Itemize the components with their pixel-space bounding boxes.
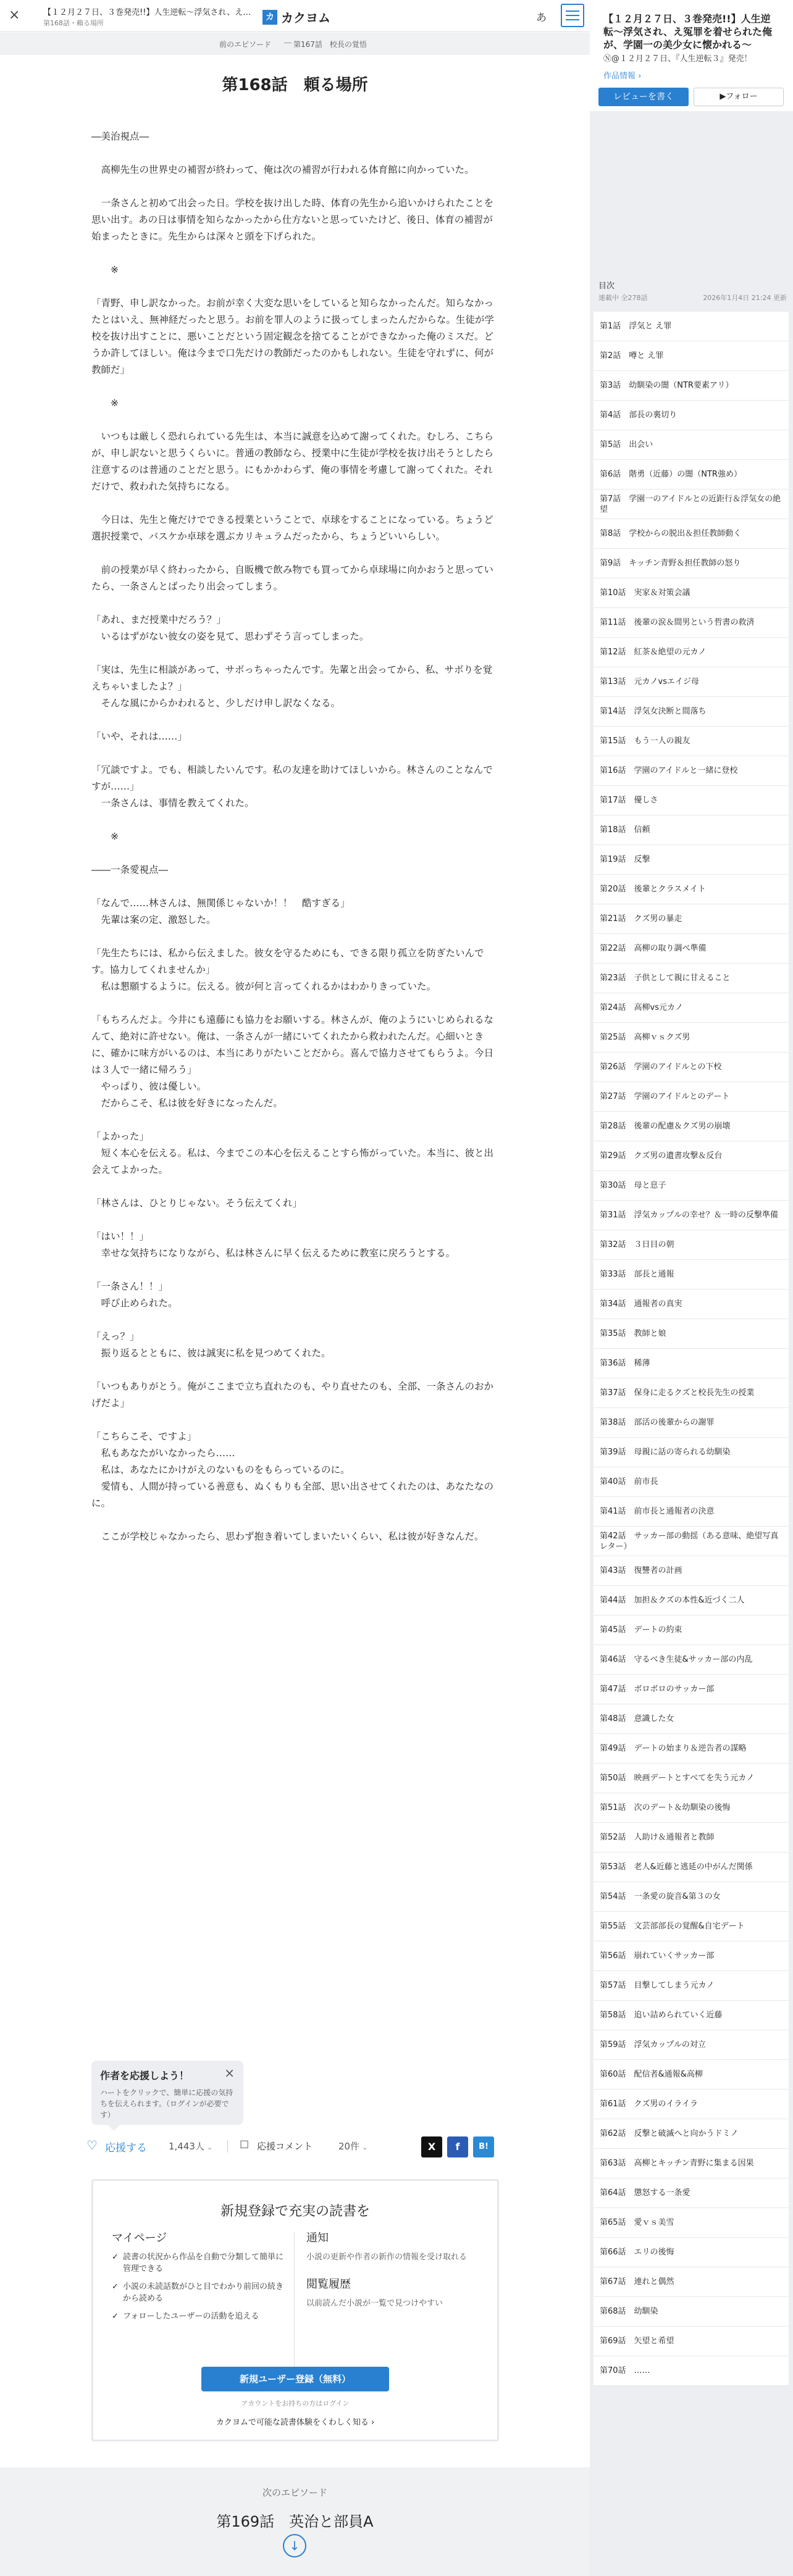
body-paragraph: 今日は、先生と俺だけでできる授業ということで、卓球をすることになっている。ちょうど選択授業で、バスケか卓球を選ぶカリキュラムだったから、ちょうどいいらしい。: [91, 514, 493, 542]
body-paragraph: 幸せな気持ちになりながら、私は林さんに早く伝えるために教室に戻ろうとする。: [91, 1248, 456, 1259]
body-paragraph: ※: [91, 398, 119, 409]
toc-item[interactable]: 第17話 優しさ: [594, 786, 789, 815]
toc-item[interactable]: 第27話 学園のアイドルとのデート: [594, 1082, 789, 1112]
body-paragraph: ここが学校じゃなかったら、思わず抱き着いてしまいたいくらい、私は彼が好きなんだ。: [91, 1531, 484, 1542]
body-paragraph: [91, 745, 500, 762]
toc-item[interactable]: 第31話 浮気カップルの幸せ？＆一時の反撃準備: [594, 1201, 789, 1230]
toc-item[interactable]: 第1話 浮気と え罪: [594, 312, 789, 341]
body-paragraph: だからこそ、私は彼を好きになったんだ。: [91, 1098, 283, 1109]
body-paragraph: 「もちろんだよ。今井にも遠藤にも協力をお願いする。林さんが、俺のようにいじめられるなんて、絶対に許せない。俺は、一条さんが一緒にいてくれたから救われたんだ。心細いときに、確かに味方がいるのは、本当にありがたいことだから。喜んで協力させてもらうよ。今日は３人で一緒に帰ろう」: [91, 1014, 494, 1075]
toc-item[interactable]: 第33話 部長と通報: [594, 1260, 789, 1290]
popup-tail: [107, 2125, 120, 2131]
body-paragraph: [91, 645, 500, 662]
body-paragraph: [91, 845, 500, 862]
body-paragraph: [91, 278, 500, 295]
mypage-item: ✓ フォローしたユーザーの活動を追える: [112, 2311, 291, 2322]
toc-item[interactable]: 第62話 反撃と破滅へと向かうドミノ: [594, 2119, 789, 2149]
toc-item[interactable]: 第53話 老人&近藤と逃延の中がんだ関係: [594, 1853, 789, 1882]
body-paragraph: 一条さんと初めて出会った日。学校を抜け出した時、体育の先生から追いかけられたことを思い出す。あの日は事情を知らなかったから仕方ないと思っていたけど、後日、体育の補習が始まったときに。先生からは深々と頭を下げられた。: [91, 198, 494, 242]
toc-item[interactable]: 第40話 前市長: [594, 1467, 789, 1497]
body-paragraph: 一条さんは、事情を教えてくれた。: [91, 798, 254, 809]
cheer-count-value: 1,443人: [169, 2141, 204, 2152]
comment-icon[interactable]: ☐: [240, 2139, 250, 2151]
body-paragraph: [91, 995, 500, 1012]
body-paragraph: 私もあなたがいなかったら……: [91, 1448, 235, 1459]
top-header: [0, 0, 590, 32]
toc-status: 連載中 全278話: [598, 294, 648, 302]
toc-item[interactable]: 第50話 映画デートとすべてを失う元カノ: [594, 1764, 789, 1793]
toc-item[interactable]: 第9話 キッチン青野＆担任教師の怒り: [594, 549, 789, 578]
body-paragraph: [91, 878, 500, 895]
body-paragraph: 「えっ？」: [91, 1331, 140, 1342]
toc-updated: 2026年1月4日 21:24 更新: [703, 294, 787, 302]
body-paragraph: ――一条愛視点―: [91, 864, 169, 875]
body-paragraph: [91, 145, 500, 162]
body-paragraph: [91, 1178, 500, 1195]
work-title[interactable]: 【１２月２７日、３巻発売!!】人生逆転〜浮気され、え…: [43, 8, 251, 17]
body-paragraph: [91, 712, 500, 728]
body-paragraph: [91, 245, 500, 262]
body-paragraph: [91, 1412, 500, 1428]
toc-item[interactable]: 第6話 階勇（近藤）の闇（NTR強め）: [594, 460, 789, 490]
body-paragraph: 短く本心を伝える。私は、今までこの本心を伝えることすら怖がっていた。本当に、彼と出会えてよかった。: [91, 1148, 494, 1175]
cheer-button[interactable]: 応援する: [105, 2142, 147, 2154]
next-episode-label: 次のエピソード: [262, 2487, 327, 2498]
episode-title: 第168話 頼る場所: [222, 76, 368, 94]
body-paragraph: いつもは厳しく恐れられている先生は、本当に誠意を込めて謝ってくれた。むしろ、こちらが、申し訳ないと思うくらいに。普通の教師なら、授業中に生徒が学校を抜け出そうとしたら注意するのは普通のことだと思う。にもかかわらず、俺の事情を考慮して謝ってくれた。それだけで、救われた気持ちになる。: [91, 431, 494, 492]
toc-item[interactable]: 第49話 デートの始まり＆逆告者の謀略: [594, 1734, 789, 1764]
chevron-down-icon: ⌄: [206, 2143, 213, 2151]
breadcrumb-separator: ―: [284, 38, 292, 47]
notice-heading: 通知: [306, 2232, 329, 2245]
toc-item[interactable]: 第21話 クズ男の暴走: [594, 904, 789, 934]
logo-mark-icon: カ: [262, 10, 277, 25]
toc-item[interactable]: 第52話 人助け＆通報者と教師: [594, 1823, 789, 1853]
toc-item[interactable]: 第12話 紅茶＆絶望の元カノ: [594, 638, 789, 667]
prev-episode-link[interactable]: 前のエピソード: [219, 40, 272, 49]
toc-item[interactable]: 第64話 懲怒する一条愛: [594, 2178, 789, 2208]
login-link[interactable]: アカウントをお持ちの方はログイン: [241, 2399, 350, 2407]
logo-text: カクヨム: [281, 10, 330, 25]
body-paragraph: 「なんで……林さんは、無関係じゃないか！！ 酷すぎる」: [91, 898, 350, 909]
body-paragraph: やっぱり、彼は優しい。: [91, 1081, 207, 1092]
body-paragraph: 「はい！！」: [91, 1231, 149, 1242]
toc-item[interactable]: 第3話 幼馴染の闇（NTR要素アリ）: [594, 371, 789, 401]
toc-heading: 目次: [598, 281, 615, 291]
sidebar: [590, 0, 793, 2576]
toc-item[interactable]: 第30話 母と息子: [594, 1171, 789, 1201]
share-facebook-button[interactable]: f: [447, 2136, 468, 2157]
sidebar-work-title[interactable]: 【１２月２７日、３巻発売!!】人生逆転〜浮気され、え冤罪を着せられた俺が、学園一の美少女に懐かれる〜: [603, 13, 772, 51]
body-paragraph: [91, 928, 500, 945]
toc-item[interactable]: 第18話 信頼: [594, 815, 789, 845]
body-paragraph: 私は懇願するように。伝える。彼が何と言ってくれるかはわかりきっていた。: [91, 981, 437, 992]
history-heading: 閲覧履歴: [306, 2278, 351, 2291]
toc-item[interactable]: 第63話 高柳とキッチン青野に集まる因果: [594, 2149, 789, 2178]
toc-item[interactable]: 第66話 エリの後悔: [594, 2238, 789, 2267]
divider: [294, 2232, 295, 2367]
toc-item[interactable]: 第7話 学園一のアイドルとの近距行＆浮気女の絶望: [594, 490, 789, 519]
next-episode-link[interactable]: 第169話 英治と部員A: [216, 2513, 374, 2530]
toc-item[interactable]: 第35話 教師と娘: [594, 1319, 789, 1349]
body-paragraph: 呼び止められた。: [91, 1298, 178, 1309]
toc-item[interactable]: 第23話 子供として親に甘えること: [594, 964, 789, 993]
body-paragraph: 私は、あなたにかけがえのないものをもらっているのに。: [91, 1464, 350, 1475]
follow-button[interactable]: ▶フォロー: [694, 88, 784, 106]
learn-more-link[interactable]: カクヨムで可能な読書体験をくわしく知る ›: [216, 2418, 375, 2427]
body-paragraph: [91, 545, 500, 562]
body-paragraph: ※: [91, 264, 119, 275]
body-paragraph: [91, 1212, 500, 1228]
toc-item[interactable]: 第4話 部長の裏切り: [594, 401, 789, 430]
toc-item[interactable]: 第10話 実家＆対策会議: [594, 578, 789, 608]
cheer-comment-button[interactable]: 応援コメント: [257, 2141, 313, 2152]
toc-item[interactable]: 第16話 学園のアイドルと一緒に登校: [594, 756, 789, 786]
kakuyomu-logo[interactable]: [262, 8, 330, 26]
toc-item[interactable]: 第14話 浮気女決断と間落ち: [594, 697, 789, 727]
toc-item[interactable]: 第34話 通報者の真実: [594, 1290, 789, 1319]
share-x-button[interactable]: X: [421, 2136, 442, 2157]
toc-item[interactable]: 第47話 ボロボロのサッカー部: [594, 1675, 789, 1704]
toc-item[interactable]: 第26話 学園のアイドルとの下校: [594, 1052, 789, 1082]
comment-count[interactable]: [338, 2140, 367, 2153]
toc-item[interactable]: 第22話 高柳の取り調べ準備: [594, 934, 789, 964]
toc-item[interactable]: 第8話 学校からの脱出＆担任教師動く: [594, 519, 789, 549]
body-paragraph: 「先生たちには、私から伝えました。彼女を守るためにも、できる限り孤立を防ぎたいんです。協力してくれませんか」: [91, 948, 484, 975]
notice-section: [306, 2229, 479, 2322]
body-paragraph: 「いや、それは……」: [91, 731, 187, 742]
divider: [227, 2140, 228, 2153]
comment-count-value: 20件: [338, 2141, 360, 2152]
episode-subtitle: 第168話・賴る場所: [43, 19, 104, 27]
toc-item[interactable]: 第55話 文芸部部長の覚醒&自宅デート: [594, 1912, 789, 1941]
close-icon[interactable]: ×: [9, 7, 20, 23]
toc-item[interactable]: 第69話 矢望と希望: [594, 2327, 789, 2356]
toc-item[interactable]: 第37話 保身に走るクズと校長先生の授業: [594, 1378, 789, 1408]
write-review-button[interactable]: レビューを書く: [598, 88, 689, 106]
toc-item[interactable]: 第41話 前市長と通報者の決意: [594, 1497, 789, 1527]
sidebar-news: Ⓝ@１２月２７日、『人生逆転３』発売！: [603, 54, 752, 64]
body-paragraph: 先輩は案の定、激怒した。: [91, 914, 216, 925]
toc-item[interactable]: 第2話 噂と え罪: [594, 341, 789, 371]
body-paragraph: いるはずがない彼女の姿を見て、思わずそう言ってしまった。: [91, 631, 369, 642]
register-panel: [91, 2179, 499, 2441]
toc-item[interactable]: 第67話 連れと偶然: [594, 2267, 789, 2297]
toc-item[interactable]: 第45話 デートの約束: [594, 1615, 789, 1645]
toc-item[interactable]: 第51話 次のデート＆幼馴染の後悔: [594, 1793, 789, 1823]
episode-nav-bar: [0, 33, 590, 55]
prev-episode-title-link[interactable]: 第167話 校長の覚悟: [293, 40, 367, 49]
toc-item[interactable]: 第20話 後輩とクラスメイト: [594, 875, 789, 904]
mypage-section: [112, 2229, 291, 2328]
body-paragraph: [91, 1312, 500, 1328]
body-paragraph: 「林さんは、ひとりじゃない。そう伝えてくれ」: [91, 1198, 303, 1209]
toc-item[interactable]: 第36話 稀薄: [594, 1349, 789, 1378]
history-text: 以前読んだ小説が一覧で見つけやすい: [306, 2299, 443, 2308]
body-paragraph: 前の授業が早く終わったから、自販機で飲み物でも買ってから卓球場に向かおうと思っていたら、一条さんとばったり出会ってしまう。: [91, 564, 493, 592]
body-paragraph: [91, 378, 500, 395]
toc-item[interactable]: 第44話 加担＆クズの本性&近づく二人: [594, 1586, 789, 1615]
body-paragraph: 「こちらこそ、ですよ」: [91, 1431, 197, 1442]
body-paragraph: 愛情も、人間が持っている善意も、ぬくもりも全部、思い出させてくれたのは、あなたなのに。: [91, 1481, 494, 1509]
register-title: 新規登録で充実の読書を: [220, 2204, 370, 2219]
next-episode-section: [0, 2467, 590, 2576]
toc-item[interactable]: 第42話 サッカー部の動揺（ある意味、絶望写真レター）: [594, 1527, 789, 1556]
body-paragraph: [91, 178, 500, 195]
toc-item[interactable]: 第65話 愛ｖｓ美雪: [594, 2208, 789, 2238]
body-paragraph: 「実は、先生に相談があって、サボっちゃったんです。先輩と出会ってから、私、サボりを覚えちゃいましたよ？」: [91, 664, 493, 692]
sidebar-work-info: [590, 0, 793, 111]
toc-item[interactable]: 第11話 後輩の涙＆間男という哲書の救済: [594, 608, 789, 638]
toc-item[interactable]: 第70話 ……: [594, 2356, 789, 2386]
mypage-item: ✓ 読書の状況から作品を自動で分類して簡単に管理できる: [112, 2251, 291, 2275]
toc-item[interactable]: 第54話 一条愛の旋音&第３の女: [594, 1882, 789, 1912]
action-row: [86, 2136, 500, 2157]
toc-item[interactable]: 第15話 もう一人の親友: [594, 727, 789, 756]
font-settings-button[interactable]: あ: [536, 12, 547, 24]
body-paragraph: [91, 1112, 500, 1128]
menu-icon[interactable]: [561, 4, 584, 27]
body-paragraph: [91, 1262, 500, 1278]
toc-item[interactable]: 第61話 クズ男のイライラ: [594, 2090, 789, 2119]
toc-item[interactable]: 第57話 目撃してしまう元カノ: [594, 1971, 789, 2001]
body-paragraph: 「いつもありがとう。俺がここまで立ち直れたのも、やり直せたのも、全部、一条さんのおかげだよ」: [91, 1381, 494, 1409]
body-paragraph: 「冗談ですよ。でも、相談したいんです。私の友達を助けてほしいから。林さんのことなんですが……」: [91, 764, 493, 792]
mypage-item: ✓ 小説の未読話数がひと目でわかり前回の続きから読める: [112, 2281, 291, 2304]
body-paragraph: そんな風にからかわれると、少しだけ申し訳なくなる。: [91, 698, 341, 709]
body-paragraph: [91, 1362, 500, 1378]
notice-text: 小説の更新や作者の新作の情報を受け取れる: [306, 2253, 468, 2262]
close-icon[interactable]: ×: [224, 2065, 235, 2080]
toc-meta: [598, 293, 787, 302]
share-hatena-button[interactable]: B!: [473, 2136, 494, 2157]
cheer-count[interactable]: [169, 2140, 212, 2153]
body-paragraph: 「一条さん！！」: [91, 1281, 169, 1292]
body-paragraph: [91, 495, 500, 512]
body-paragraph: ―美治視点―: [91, 131, 149, 142]
toc-item[interactable]: 第48話 意識した女: [594, 1704, 789, 1734]
body-paragraph: 高柳先生の世界史の補習が終わって、俺は次の補習が行われる体育館に向かっていた。: [91, 164, 474, 175]
toc-item[interactable]: 第25話 高柳ｖｓクズ男: [594, 1023, 789, 1052]
toc-item[interactable]: 第59話 浮気カップルの対立: [594, 2030, 789, 2060]
work-info-link[interactable]: 作品情報 ›: [603, 72, 642, 81]
cheer-popup-title: 作者を応援しよう！: [100, 2070, 190, 2082]
toc-item[interactable]: 第39話 母親に話の寄られる幼馴染: [594, 1438, 789, 1467]
toc-item[interactable]: 第43話 復讐者の計画: [594, 1556, 789, 1586]
toc-item[interactable]: 第24話 高柳vs元カノ: [594, 993, 789, 1023]
toc-item[interactable]: 第68話 幼馴染: [594, 2297, 789, 2327]
toc-item[interactable]: 第32話 ３日目の朝: [594, 1230, 789, 1260]
body-paragraph: 振り返るとともに、彼は誠実に私を見つめてくれた。: [91, 1348, 331, 1359]
body-paragraph: [91, 1512, 500, 1528]
body-paragraph: [91, 812, 500, 828]
toc-item[interactable]: 第38話 部活の後輩からの謝罪: [594, 1408, 789, 1438]
heart-icon[interactable]: ♡: [86, 2138, 98, 2153]
toc-item[interactable]: 第5話 出会い: [594, 430, 789, 460]
body-paragraph: [91, 595, 500, 612]
toc-item[interactable]: 第60話 配信者&通報&高柳: [594, 2060, 789, 2090]
cheer-popup-text: ハートをクリックで、簡単に応援の気持ちを伝えられます。（ログインが必要です）: [100, 2088, 233, 2119]
toc-item[interactable]: 第58話 追い詰められていく近藤: [594, 2001, 789, 2030]
body-paragraph: [91, 412, 500, 428]
body-paragraph: 「あれ、まだ授業中だろう？」: [91, 614, 226, 625]
toc-item[interactable]: 第13話 元カノvsエイジ母: [594, 667, 789, 697]
toc-list: [594, 312, 789, 2392]
toc-item[interactable]: 第28話 後輩の配慮＆クズ男の崩壊: [594, 1112, 789, 1141]
toc-item[interactable]: 第56話 崩れていくサッカー部: [594, 1941, 789, 1971]
signup-button[interactable]: 新規ユーザー登録（無料）: [201, 2367, 389, 2391]
chevron-down-icon: ⌄: [362, 2143, 368, 2151]
toc-item[interactable]: 第46話 守るべき生徒&サッカー部の内乱: [594, 1645, 789, 1675]
episode-body: [91, 128, 500, 1545]
mypage-heading: マイページ: [112, 2232, 167, 2245]
body-paragraph: 「青野、申し訳なかった。お前が幸く大変な思いをしていると知らなかったんだ。知らなかったとはいえ、無神経だったと思う。お前を罪人のように扱ってしまったんだからな。生徒が学校を抜け出すことに、悪いことだという固定観念を捨てることができなかった俺のミスだ。どうか許してほしい。俺は今まで口先だけの教師だったのかもしれない。生徒を守れずに、何が教師だ」: [91, 298, 494, 375]
cheer-popup: [91, 2061, 243, 2125]
toc-item[interactable]: 第19話 反撃: [594, 845, 789, 875]
arrow-down-icon[interactable]: ↓: [283, 2534, 306, 2557]
body-paragraph: 「よかった」: [91, 1131, 149, 1142]
body-paragraph: ※: [91, 831, 119, 842]
toc-item[interactable]: 第29話 クズ男の遺書攻撃＆反台: [594, 1141, 789, 1171]
